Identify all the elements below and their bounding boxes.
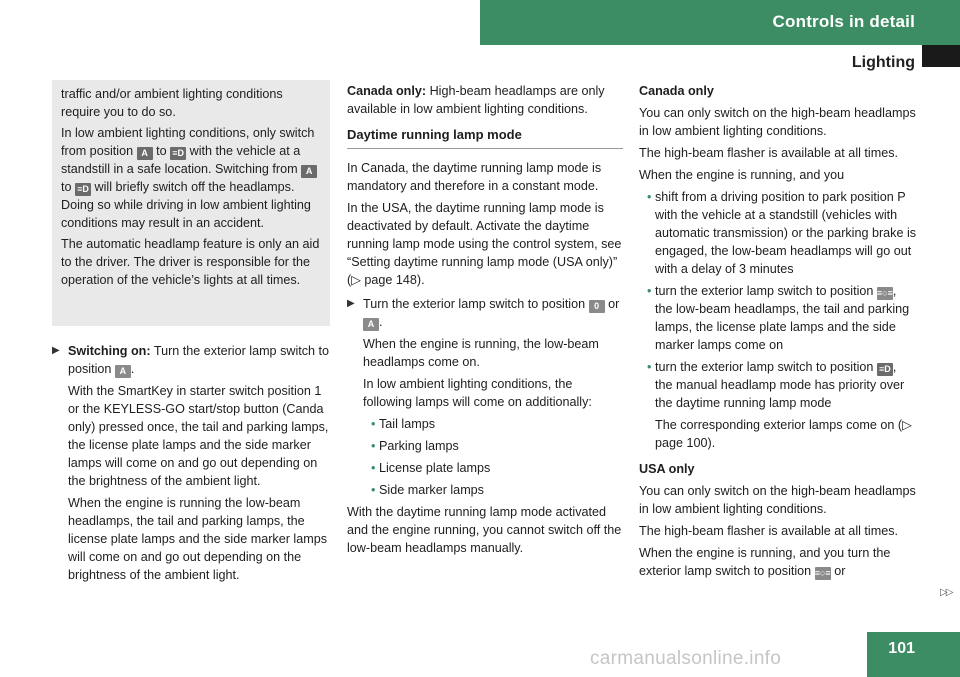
text: . bbox=[379, 315, 383, 329]
watermark: carmanualsonline.info bbox=[590, 648, 782, 669]
zero-symbol-icon: 0 bbox=[589, 300, 605, 313]
step-paragraph: When the engine is running, the low-beam headlamps come on. bbox=[363, 337, 599, 369]
column-2 bbox=[347, 82, 623, 561]
paragraph: The high-beam flasher is available at all times. bbox=[639, 146, 898, 160]
text: , the manual headlamp mode has priority over the daytime running lamp mode bbox=[655, 360, 905, 410]
list-item bbox=[363, 459, 623, 477]
paragraph: With the daytime running lamp mode activated and the engine running, you cannot switch off the low-beam headlamps manually. bbox=[347, 505, 622, 555]
paragraph: You can only switch on the high-beam headlamps in low ambient lighting conditions. bbox=[639, 106, 916, 138]
step-line bbox=[363, 295, 623, 331]
column-1 bbox=[52, 342, 332, 588]
bullet-icon: • bbox=[371, 417, 376, 431]
text: License plate lamps bbox=[379, 461, 491, 475]
text: turn the exterior lamp switch to position bbox=[655, 360, 874, 374]
parking-lamp-symbol-icon: ≡○≡ bbox=[876, 288, 893, 298]
auto-symbol-icon: A bbox=[301, 165, 317, 178]
text: When the engine is running, and you turn the exterior lamp switch to position bbox=[639, 546, 891, 578]
step-paragraph: When the engine is running the low-beam headlamps, the tail and parking lamps, the license plate lamps and the side marker lamps will come on and go out depending on the brightness of the ambient light. bbox=[68, 496, 327, 582]
text: turn the exterior lamp switch to position bbox=[655, 284, 874, 298]
paragraph: The high-beam flasher is available at all times. bbox=[639, 524, 898, 538]
step-paragraph: With the SmartKey in starter switch position 1 or the KEYLESS-GO start/stop button (Canda only) pressed once, the tail and parking lamps, the license plate lamps and the side marker lamps will come on and go out depending on the brightness of the ambient light. bbox=[68, 384, 329, 488]
warning-paragraph bbox=[61, 124, 321, 232]
paragraph: In Canada, the daytime running lamp mode is mandatory and therefore in a constant mode. bbox=[347, 161, 602, 193]
list-item bbox=[639, 188, 917, 278]
text: or bbox=[834, 564, 846, 578]
text: Turn the exterior lamp switch to position bbox=[363, 297, 586, 311]
step-arrow-icon: ▶ bbox=[52, 345, 60, 356]
text: Parking lamps bbox=[379, 439, 459, 453]
auto-symbol-icon: A bbox=[137, 147, 153, 160]
paragraph: You can only switch on the high-beam headlamps in low ambient lighting conditions. bbox=[639, 484, 916, 516]
canada-label: Canada only: bbox=[347, 84, 427, 98]
paragraph: The corresponding exterior lamps come on (▷ page 100). bbox=[655, 418, 912, 450]
text: Turn the exterior lamp switch to position bbox=[68, 344, 330, 376]
text: to bbox=[61, 180, 72, 194]
bullet-icon: • bbox=[647, 360, 652, 374]
warning-paragraph: The automatic headlamp feature is only an aid to the driver. The driver is responsible for the operation of the vehicle’s lights at all times. bbox=[61, 237, 320, 287]
list-item bbox=[639, 358, 917, 452]
step-line bbox=[68, 342, 332, 378]
parking-lamp-symbol-icon: ≡○≡ bbox=[814, 568, 831, 578]
paragraph: In the USA, the daytime running lamp mode is deactivated by default. Activate the daytime running lamp mode using the control system, see “Setting daytime running lamp mode (USA only)” (▷ page 148). bbox=[347, 201, 622, 287]
low-beam-symbol-icon: ≡D bbox=[75, 183, 91, 196]
section-tab bbox=[922, 45, 960, 67]
page-number: 101 bbox=[888, 640, 915, 657]
text: In low ambient lighting conditions, only switch from position bbox=[61, 126, 315, 158]
low-beam-symbol-icon: ≡D bbox=[170, 147, 186, 160]
subheading: Canada only bbox=[639, 84, 714, 98]
column-3 bbox=[639, 82, 917, 584]
section-title: Lighting bbox=[851, 54, 915, 71]
paragraph bbox=[639, 544, 917, 580]
text: to bbox=[156, 144, 167, 158]
text: Side marker lamps bbox=[379, 483, 484, 497]
text: shift from a driving position to park position P with the vehicle at a standstill (vehicles with automatic transmission) or the parking brake is engaged, the low-beam headlamps will go out with a delay of 3 minutes bbox=[655, 190, 917, 276]
text: High-beam headlamps are only available in low ambient lighting conditions. bbox=[347, 84, 605, 116]
warning-paragraph: traffic and/or ambient lighting conditions require you to do so. bbox=[61, 87, 283, 119]
warning-box bbox=[52, 80, 330, 326]
step-daytime bbox=[347, 295, 623, 499]
step-paragraph: In low ambient lighting conditions, the following lamps will come on additionally: bbox=[363, 377, 592, 409]
auto-symbol-icon: A bbox=[363, 318, 379, 331]
text: will briefly switch off the headlamps. Doing so while driving in low ambient lighting conditions may result in an accident. bbox=[61, 180, 311, 230]
bullet-icon: • bbox=[371, 483, 376, 497]
canada-note bbox=[347, 82, 623, 118]
continue-arrows-icon: ▷▷ bbox=[940, 587, 952, 598]
paragraph: When the engine is running, and you bbox=[639, 168, 845, 182]
text: or bbox=[608, 297, 620, 311]
list-item bbox=[639, 282, 917, 354]
step-label: Switching on: bbox=[68, 344, 151, 358]
step-switching-on bbox=[52, 342, 332, 584]
section-heading: Daytime running lamp mode bbox=[347, 126, 623, 149]
chapter-title: Controls in detail bbox=[772, 12, 915, 31]
list-item bbox=[363, 415, 623, 433]
bullet-icon: • bbox=[371, 439, 376, 453]
bullet-icon: • bbox=[647, 284, 652, 298]
list-item bbox=[363, 481, 623, 499]
low-beam-symbol-icon: ≡D bbox=[877, 363, 893, 376]
step-arrow-icon: ▶ bbox=[347, 298, 355, 309]
bullet-icon: • bbox=[647, 190, 652, 204]
text: . bbox=[130, 362, 135, 376]
bullet-icon: • bbox=[371, 461, 376, 475]
text: , the low-beam headlamps, the tail and parking lamps, the license plate lamps and the side marker lamps come on bbox=[655, 284, 910, 352]
text: with the vehicle at a standstill in a safe location. Switching from bbox=[61, 144, 301, 176]
subheading: USA only bbox=[639, 462, 695, 476]
text: Tail lamps bbox=[379, 417, 435, 431]
auto-symbol-icon: A bbox=[115, 365, 131, 378]
list-item bbox=[363, 437, 623, 455]
